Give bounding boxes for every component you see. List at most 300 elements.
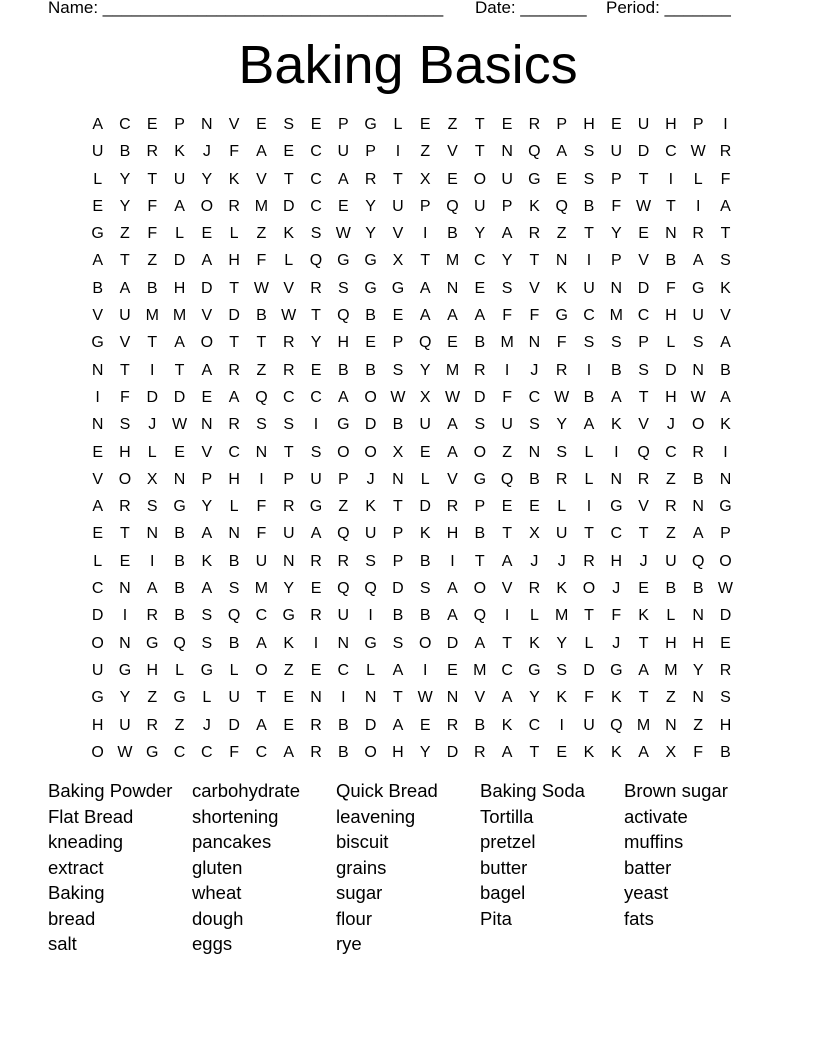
grid-letter[interactable]: M <box>445 361 460 379</box>
grid-letter[interactable]: N <box>310 689 322 707</box>
grid-letter[interactable]: A <box>337 170 349 188</box>
grid-letter[interactable]: Y <box>201 498 213 516</box>
grid-letter[interactable]: C <box>637 307 650 325</box>
grid-letter[interactable]: E <box>119 552 131 570</box>
grid-letter[interactable]: Z <box>256 225 267 243</box>
grid-letter[interactable]: H <box>119 443 131 461</box>
grid-letter[interactable]: T <box>229 279 240 297</box>
grid-letter[interactable]: C <box>119 116 131 133</box>
grid-letter[interactable]: R <box>555 361 568 379</box>
grid-letter[interactable]: Y <box>119 689 131 707</box>
grid-letter[interactable]: H <box>610 552 623 570</box>
grid-letter[interactable]: E <box>283 143 295 161</box>
grid-letter[interactable]: F <box>720 170 731 188</box>
grid-letter[interactable]: E <box>310 580 322 598</box>
grid-letter[interactable]: B <box>665 580 677 598</box>
grid-letter[interactable]: Q <box>473 607 487 625</box>
grid-letter[interactable]: L <box>529 607 539 625</box>
grid-letter[interactable]: L <box>584 470 594 488</box>
grid-letter[interactable]: C <box>91 580 104 598</box>
grid-letter[interactable]: Q <box>337 580 350 598</box>
grid-letter[interactable]: E <box>310 116 322 133</box>
grid-letter[interactable]: S <box>146 498 158 516</box>
grid-letter[interactable]: T <box>584 225 594 243</box>
grid-letter[interactable]: F <box>147 225 158 243</box>
grid-letter[interactable]: H <box>665 116 677 133</box>
grid-letter[interactable]: M <box>636 716 651 734</box>
grid-letter[interactable]: B <box>529 470 540 488</box>
grid-letter[interactable]: A <box>146 580 158 598</box>
grid-letter[interactable]: V <box>92 470 103 488</box>
grid-letter[interactable]: D <box>173 388 186 406</box>
grid-letter[interactable]: P <box>174 116 185 133</box>
grid-letter[interactable]: R <box>719 143 732 161</box>
grid-letter[interactable]: B <box>474 525 486 543</box>
grid-letter[interactable]: N <box>610 470 623 488</box>
grid-letter[interactable]: J <box>639 552 648 570</box>
grid-letter[interactable]: I <box>313 416 319 434</box>
grid-letter[interactable]: R <box>310 607 322 625</box>
grid-letter[interactable]: E <box>256 116 267 133</box>
grid-letter[interactable]: W <box>636 197 652 215</box>
grid-letter[interactable]: P <box>610 252 622 270</box>
grid-letter[interactable]: E <box>474 279 486 297</box>
grid-letter[interactable]: H <box>146 661 159 679</box>
grid-letter[interactable]: A <box>256 634 267 652</box>
grid-letter[interactable]: S <box>201 607 213 625</box>
grid-letter[interactable]: M <box>254 197 269 215</box>
grid-letter[interactable]: A <box>419 307 431 325</box>
grid-letter[interactable]: R <box>310 279 322 297</box>
grid-letter[interactable]: O <box>364 743 377 761</box>
grid-letter[interactable]: C <box>228 443 240 461</box>
grid-letter[interactable]: F <box>665 279 676 297</box>
grid-letter[interactable]: P <box>201 470 213 488</box>
grid-letter[interactable]: O <box>200 197 214 215</box>
grid-letter[interactable]: G <box>200 661 214 679</box>
grid-letter[interactable]: N <box>119 580 131 598</box>
grid-letter[interactable]: G <box>555 307 568 325</box>
grid-letter[interactable]: U <box>364 525 377 543</box>
grid-letter[interactable]: I <box>695 197 701 215</box>
grid-letter[interactable]: K <box>556 580 568 598</box>
grid-letter[interactable]: U <box>228 689 240 707</box>
grid-letter[interactable]: J <box>202 143 211 161</box>
grid-letter[interactable]: C <box>528 716 541 734</box>
grid-letter[interactable]: L <box>584 443 594 461</box>
grid-letter[interactable]: C <box>665 143 677 161</box>
grid-letter[interactable]: O <box>364 388 377 406</box>
grid-letter[interactable]: A <box>556 143 568 161</box>
grid-letter[interactable]: N <box>146 525 159 543</box>
grid-letter[interactable]: W <box>253 279 269 297</box>
grid-letter[interactable]: B <box>174 580 185 598</box>
grid-letter[interactable]: I <box>150 552 155 570</box>
grid-letter[interactable]: B <box>692 470 704 488</box>
grid-letter[interactable]: H <box>665 388 677 406</box>
grid-letter[interactable]: A <box>610 388 622 406</box>
grid-letter[interactable]: N <box>719 470 732 488</box>
grid-letter[interactable]: H <box>446 525 459 543</box>
grid-letter[interactable]: B <box>337 361 349 379</box>
grid-letter[interactable]: I <box>395 143 401 161</box>
grid-letter[interactable]: S <box>337 279 349 297</box>
grid-letter[interactable]: L <box>229 225 239 243</box>
grid-letter[interactable]: C <box>310 388 322 406</box>
grid-letter[interactable]: U <box>637 116 650 133</box>
grid-letter[interactable]: J <box>612 580 621 598</box>
grid-letter[interactable]: X <box>529 525 540 543</box>
grid-letter[interactable]: L <box>584 634 594 652</box>
grid-letter[interactable]: S <box>529 416 540 434</box>
grid-letter[interactable]: M <box>473 661 487 679</box>
grid-letter[interactable]: A <box>119 279 131 297</box>
grid-letter[interactable]: Q <box>446 197 459 215</box>
grid-letter[interactable]: E <box>610 116 622 133</box>
grid-letter[interactable]: T <box>256 689 267 707</box>
grid-letter[interactable]: G <box>610 661 623 679</box>
grid-letter[interactable]: O <box>473 170 487 188</box>
grid-letter[interactable]: Y <box>501 252 513 270</box>
grid-letter[interactable]: T <box>256 334 267 352</box>
grid-letter[interactable]: O <box>91 743 104 761</box>
grid-letter[interactable]: L <box>693 170 703 188</box>
grid-letter[interactable]: U <box>282 525 295 543</box>
grid-letter[interactable]: V <box>720 307 731 325</box>
grid-letter[interactable]: N <box>665 225 677 243</box>
grid-letter[interactable]: T <box>120 252 130 270</box>
grid-letter[interactable]: B <box>692 580 704 598</box>
grid-letter[interactable]: A <box>501 689 513 707</box>
grid-letter[interactable]: R <box>528 580 541 598</box>
grid-letter[interactable]: O <box>582 580 596 598</box>
grid-letter[interactable]: Q <box>337 525 350 543</box>
grid-letter[interactable]: U <box>310 470 322 488</box>
grid-letter[interactable]: H <box>228 252 240 270</box>
grid-letter[interactable]: Y <box>419 361 431 379</box>
grid-letter[interactable]: R <box>583 552 595 570</box>
grid-letter[interactable]: N <box>555 252 568 270</box>
grid-letter[interactable]: A <box>201 580 213 598</box>
grid-letter[interactable]: O <box>473 580 487 598</box>
grid-letter[interactable]: K <box>720 279 731 297</box>
grid-letter[interactable]: B <box>610 361 622 379</box>
grid-letter[interactable]: N <box>364 689 377 707</box>
grid-letter[interactable]: I <box>368 607 373 625</box>
grid-letter[interactable]: G <box>91 689 104 707</box>
grid-letter[interactable]: W <box>281 307 297 325</box>
grid-letter[interactable]: P <box>638 334 649 352</box>
grid-letter[interactable]: E <box>638 580 649 598</box>
grid-letter[interactable]: I <box>723 116 728 133</box>
grid-letter[interactable]: I <box>313 634 319 652</box>
grid-letter[interactable]: Q <box>227 607 241 625</box>
grid-letter[interactable]: C <box>255 607 268 625</box>
grid-letter[interactable]: K <box>556 279 568 297</box>
grid-letter[interactable]: O <box>255 661 268 679</box>
grid-letter[interactable]: T <box>720 225 731 243</box>
grid-letter[interactable]: A <box>720 388 731 406</box>
grid-letter[interactable]: Y <box>201 170 213 188</box>
grid-letter[interactable]: T <box>283 443 294 461</box>
grid-letter[interactable]: N <box>228 525 240 543</box>
grid-letter[interactable]: K <box>283 634 295 652</box>
grid-letter[interactable]: Q <box>255 388 268 406</box>
grid-letter[interactable]: D <box>637 143 650 161</box>
grid-letter[interactable]: F <box>120 388 130 406</box>
grid-letter[interactable]: Y <box>474 225 486 243</box>
grid-letter[interactable]: S <box>392 361 404 379</box>
grid-letter[interactable]: T <box>474 116 485 133</box>
grid-letter[interactable]: G <box>146 634 159 652</box>
grid-letter[interactable]: T <box>502 634 512 652</box>
grid-letter[interactable]: T <box>311 307 321 325</box>
grid-letter[interactable]: O <box>200 334 214 352</box>
grid-letter[interactable]: A <box>201 361 213 379</box>
grid-letter[interactable]: X <box>665 743 677 761</box>
grid-letter[interactable]: R <box>337 552 350 570</box>
grid-letter[interactable]: A <box>501 743 513 761</box>
grid-letter[interactable]: L <box>666 607 676 625</box>
grid-letter[interactable]: K <box>365 498 376 516</box>
grid-letter[interactable]: G <box>364 116 377 133</box>
grid-letter[interactable]: R <box>282 334 295 352</box>
grid-letter[interactable]: K <box>583 743 595 761</box>
grid-letter[interactable]: B <box>665 252 677 270</box>
grid-letter[interactable]: F <box>556 334 567 352</box>
grid-letter[interactable]: I <box>504 607 510 625</box>
grid-letter[interactable]: R <box>228 361 240 379</box>
grid-letter[interactable]: R <box>474 743 486 761</box>
grid-letter[interactable]: J <box>557 552 566 570</box>
grid-letter[interactable]: Y <box>283 580 295 598</box>
grid-letter[interactable]: B <box>583 388 595 406</box>
grid-letter[interactable]: G <box>173 689 186 707</box>
grid-letter[interactable]: M <box>500 334 514 352</box>
grid-letter[interactable]: D <box>364 716 377 734</box>
grid-letter[interactable]: P <box>283 470 295 488</box>
grid-letter[interactable]: V <box>201 307 213 325</box>
grid-letter[interactable]: Y <box>119 170 131 188</box>
grid-letter[interactable]: A <box>447 443 458 461</box>
grid-letter[interactable]: E <box>556 170 568 188</box>
grid-letter[interactable]: A <box>474 307 486 325</box>
grid-letter[interactable]: T <box>474 552 485 570</box>
grid-letter[interactable]: I <box>122 607 128 625</box>
grid-letter[interactable]: E <box>501 498 513 516</box>
grid-letter[interactable]: B <box>174 552 185 570</box>
grid-letter[interactable]: Y <box>610 225 622 243</box>
grid-letter[interactable]: K <box>610 416 622 434</box>
grid-letter[interactable]: H <box>692 634 704 652</box>
grid-letter[interactable]: A <box>92 252 103 270</box>
grid-letter[interactable]: F <box>256 252 267 270</box>
grid-letter[interactable]: R <box>446 498 459 516</box>
grid-letter[interactable]: H <box>583 116 595 133</box>
grid-letter[interactable]: D <box>392 580 404 598</box>
grid-letter[interactable]: L <box>557 498 567 516</box>
grid-letter[interactable]: R <box>364 170 377 188</box>
grid-letter[interactable]: W <box>554 388 570 406</box>
grid-letter[interactable]: P <box>720 525 731 543</box>
grid-letter[interactable]: T <box>502 525 512 543</box>
grid-letter[interactable]: U <box>91 143 104 161</box>
grid-letter[interactable]: B <box>392 607 404 625</box>
grid-letter[interactable]: J <box>202 716 211 734</box>
grid-letter[interactable]: A <box>392 661 404 679</box>
grid-letter[interactable]: R <box>228 416 240 434</box>
grid-letter[interactable]: G <box>146 743 159 761</box>
grid-letter[interactable]: S <box>692 334 704 352</box>
grid-letter[interactable]: P <box>337 470 349 488</box>
grid-letter[interactable]: H <box>91 716 104 734</box>
grid-letter[interactable]: K <box>556 689 568 707</box>
grid-letter[interactable]: S <box>283 116 295 133</box>
grid-letter[interactable]: T <box>147 334 158 352</box>
grid-letter[interactable]: T <box>420 252 431 270</box>
grid-letter[interactable]: O <box>473 443 487 461</box>
grid-letter[interactable]: Y <box>365 225 376 243</box>
grid-letter[interactable]: U <box>555 525 568 543</box>
grid-letter[interactable]: G <box>528 170 541 188</box>
grid-letter[interactable]: C <box>337 661 350 679</box>
grid-letter[interactable]: L <box>229 498 239 516</box>
grid-letter[interactable]: G <box>528 661 541 679</box>
grid-letter[interactable]: B <box>720 743 731 761</box>
grid-letter[interactable]: B <box>256 307 267 325</box>
grid-letter[interactable]: E <box>638 225 649 243</box>
grid-letter[interactable]: I <box>559 716 564 734</box>
grid-letter[interactable]: A <box>447 607 458 625</box>
grid-letter[interactable]: V <box>201 443 213 461</box>
grid-letter[interactable]: D <box>173 252 186 270</box>
grid-letter[interactable]: B <box>365 307 376 325</box>
grid-letter[interactable]: A <box>92 498 103 516</box>
grid-letter[interactable]: G <box>282 607 295 625</box>
grid-letter[interactable]: Z <box>120 225 130 243</box>
grid-letter[interactable]: I <box>450 552 455 570</box>
grid-letter[interactable]: Q <box>555 197 568 215</box>
grid-letter[interactable]: K <box>201 552 213 570</box>
grid-letter[interactable]: B <box>419 607 431 625</box>
grid-letter[interactable]: F <box>229 143 240 161</box>
grid-letter[interactable]: D <box>665 361 677 379</box>
grid-letter[interactable]: S <box>556 443 568 461</box>
grid-letter[interactable]: E <box>310 661 322 679</box>
grid-letter[interactable]: V <box>92 307 103 325</box>
grid-letter[interactable]: E <box>529 498 540 516</box>
grid-letter[interactable]: I <box>341 689 346 707</box>
grid-letter[interactable]: H <box>665 307 677 325</box>
grid-letter[interactable]: Y <box>365 197 376 215</box>
grid-letter[interactable]: G <box>691 279 705 297</box>
grid-letter[interactable]: D <box>146 388 159 406</box>
grid-letter[interactable]: Q <box>364 580 377 598</box>
grid-letter[interactable]: S <box>583 143 595 161</box>
grid-letter[interactable]: E <box>447 661 458 679</box>
grid-letter[interactable]: L <box>93 170 103 188</box>
grid-letter[interactable]: B <box>174 607 185 625</box>
grid-letter[interactable]: K <box>283 225 295 243</box>
grid-letter[interactable]: K <box>419 525 431 543</box>
grid-letter[interactable]: E <box>419 443 431 461</box>
grid-letter[interactable]: W <box>444 388 461 406</box>
grid-letter[interactable]: V <box>228 116 240 133</box>
grid-letter[interactable]: F <box>502 388 512 406</box>
grid-letter[interactable]: I <box>586 361 592 379</box>
grid-letter[interactable]: D <box>446 743 459 761</box>
grid-letter[interactable]: B <box>92 279 103 297</box>
grid-letter[interactable]: C <box>610 525 623 543</box>
grid-letter[interactable]: M <box>555 607 569 625</box>
grid-letter[interactable]: U <box>337 143 350 161</box>
grid-letter[interactable]: F <box>529 307 540 325</box>
grid-letter[interactable]: I <box>586 252 592 270</box>
grid-letter[interactable]: H <box>719 716 732 734</box>
grid-letter[interactable]: B <box>447 225 458 243</box>
grid-letter[interactable]: L <box>284 252 294 270</box>
grid-letter[interactable]: P <box>337 116 349 133</box>
grid-letter[interactable]: T <box>393 498 403 516</box>
grid-letter[interactable]: U <box>337 607 350 625</box>
grid-letter[interactable]: H <box>228 470 240 488</box>
grid-letter[interactable]: D <box>583 661 595 679</box>
grid-letter[interactable]: F <box>611 197 622 215</box>
grid-letter[interactable]: I <box>150 361 155 379</box>
grid-letter[interactable]: E <box>720 634 731 652</box>
grid-letter[interactable]: N <box>692 607 704 625</box>
grid-letter[interactable]: K <box>228 170 240 188</box>
grid-letter[interactable]: D <box>637 279 650 297</box>
grid-letter[interactable]: K <box>174 143 185 161</box>
grid-letter[interactable]: Z <box>556 225 567 243</box>
grid-letter[interactable]: W <box>690 143 706 161</box>
grid-letter[interactable]: R <box>310 716 322 734</box>
grid-letter[interactable]: T <box>638 170 649 188</box>
grid-letter[interactable]: N <box>337 634 350 652</box>
grid-letter[interactable]: S <box>419 580 431 598</box>
grid-letter[interactable]: E <box>92 197 103 215</box>
grid-letter[interactable]: U <box>692 307 704 325</box>
grid-letter[interactable]: Z <box>447 116 458 133</box>
grid-letter[interactable]: V <box>474 689 486 707</box>
grid-letter[interactable]: G <box>173 498 186 516</box>
grid-letter[interactable]: G <box>473 470 487 488</box>
grid-letter[interactable]: A <box>501 552 513 570</box>
grid-letter[interactable]: N <box>255 443 268 461</box>
grid-letter[interactable]: F <box>229 743 240 761</box>
grid-letter[interactable]: S <box>310 443 322 461</box>
grid-letter[interactable]: K <box>501 716 513 734</box>
grid-letter[interactable]: S <box>119 416 131 434</box>
grid-letter[interactable]: S <box>283 416 295 434</box>
grid-letter[interactable]: G <box>364 279 377 297</box>
grid-letter[interactable]: I <box>422 661 428 679</box>
grid-letter[interactable]: G <box>364 634 377 652</box>
grid-letter[interactable]: Y <box>692 661 704 679</box>
grid-letter[interactable]: A <box>692 525 704 543</box>
grid-letter[interactable]: L <box>666 334 676 352</box>
grid-letter[interactable]: R <box>228 197 240 215</box>
grid-letter[interactable]: T <box>584 607 594 625</box>
grid-letter[interactable]: R <box>446 716 459 734</box>
grid-letter[interactable]: B <box>119 143 131 161</box>
grid-letter[interactable]: U <box>255 552 268 570</box>
grid-letter[interactable]: O <box>337 443 350 461</box>
grid-letter[interactable]: Z <box>420 143 431 161</box>
grid-letter[interactable]: T <box>529 252 540 270</box>
period-field[interactable]: Period: _______ <box>606 0 731 17</box>
